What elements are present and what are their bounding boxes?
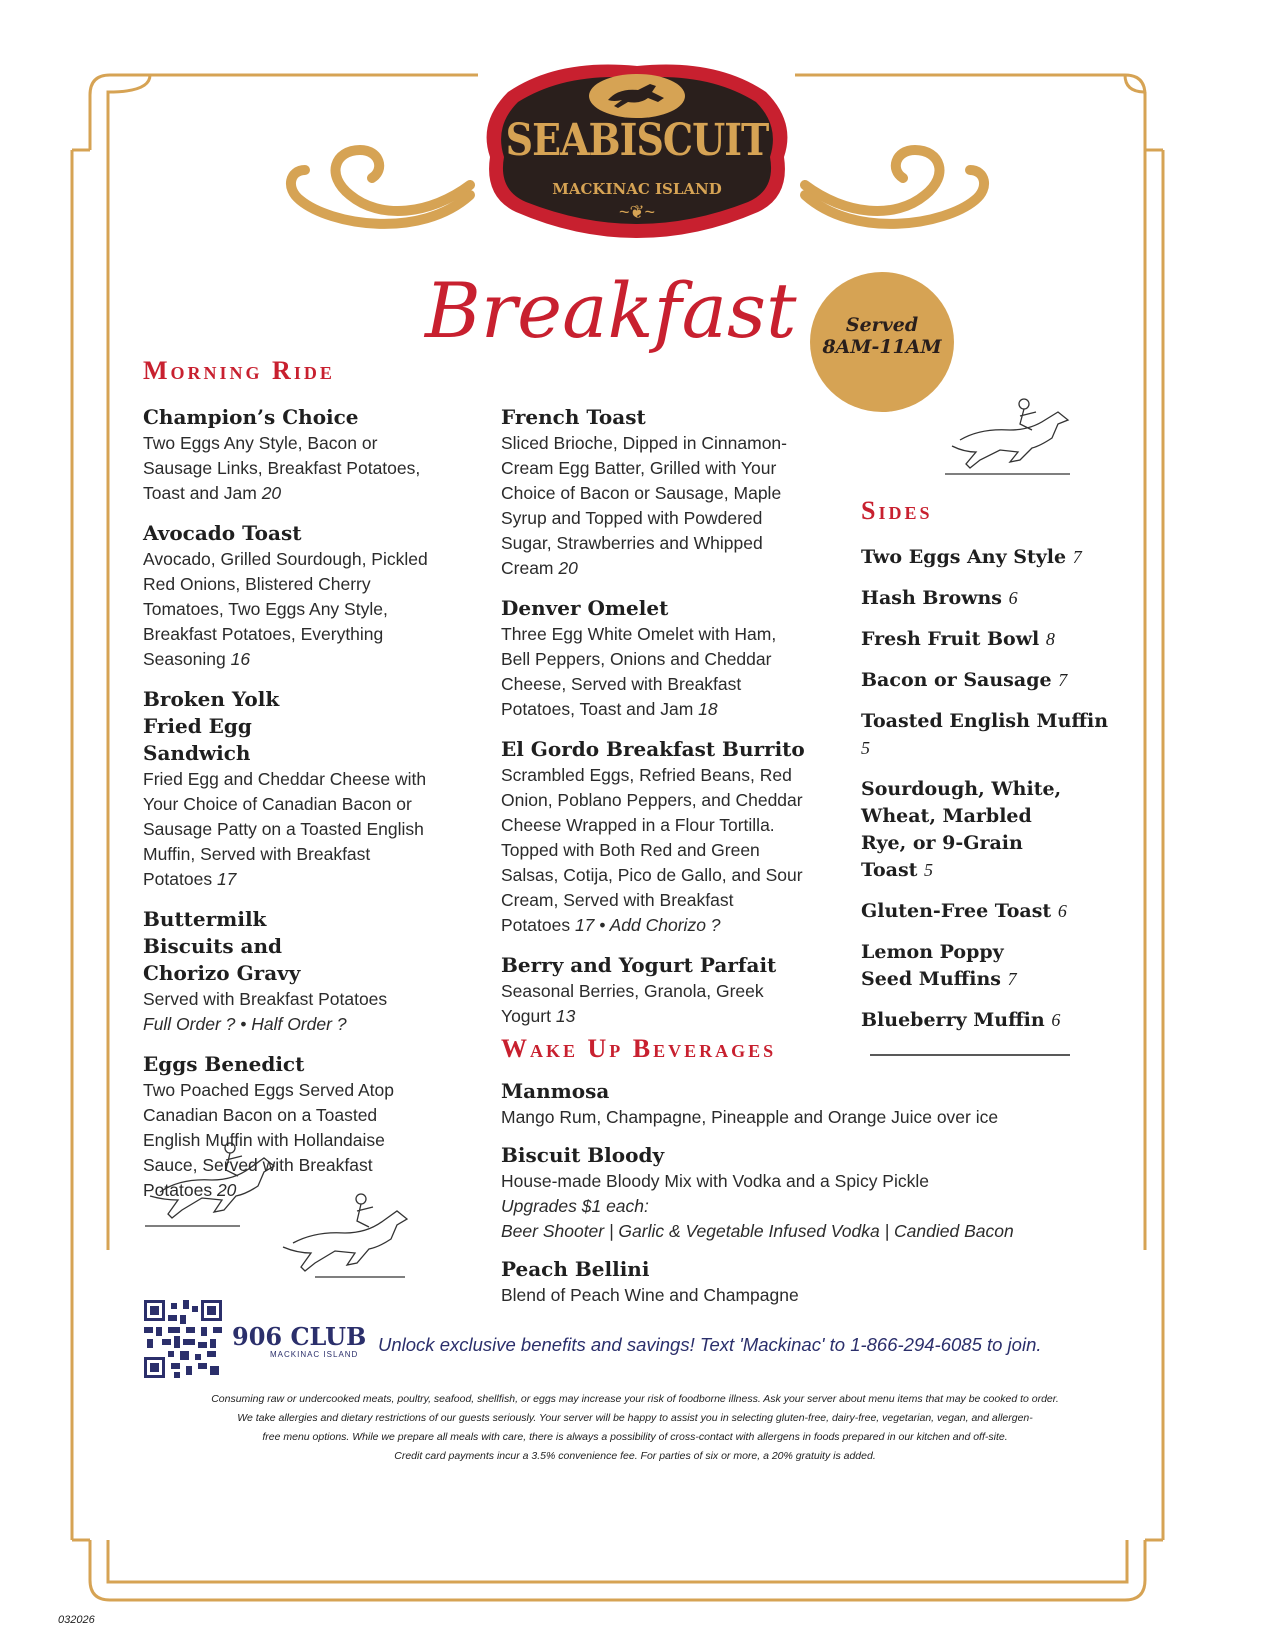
- side-item: [861, 776, 1071, 884]
- item-name: Avocado Toast: [143, 521, 302, 545]
- section-heading-sides: Sides: [861, 496, 933, 525]
- section-heading-morning-ride: Morning Ride: [143, 356, 335, 385]
- side-price: 7: [1007, 969, 1017, 989]
- item-desc: Fried Egg and Cheddar Cheese with Your Choice of Canadian Bacon or Sausage Patty on a Toasted English Muffin, Served with Breakfast Potatoes: [143, 769, 427, 889]
- logo-name: SEABISCUIT: [505, 113, 769, 166]
- menu-item: [501, 736, 806, 938]
- side-name: Two Eggs Any Style: [861, 546, 1067, 568]
- side-item: [861, 585, 1111, 612]
- side-price: 6: [1051, 1010, 1061, 1030]
- club-name: 906 CLUB: [232, 1322, 367, 1351]
- item-price-options: Full Order ? • Half Order ?: [143, 1014, 347, 1034]
- side-item: [861, 708, 1121, 762]
- served-badge: [810, 272, 954, 412]
- item-name: Denver Omelet: [501, 596, 669, 620]
- item-price: 18: [698, 699, 718, 719]
- menu-item: [143, 906, 433, 1037]
- menu-item: [501, 404, 806, 581]
- item-name: Champion’s Choice: [143, 405, 359, 429]
- menu-item: [501, 595, 806, 722]
- item-desc: Two Eggs Any Style, Bacon or Sausage Links, Breakfast Potatoes, Toast and Jam: [143, 433, 421, 503]
- side-name: Blueberry Muffin: [861, 1009, 1045, 1031]
- club-subtitle: MACKINAC ISLAND: [269, 1350, 359, 1359]
- side-name: Fresh Fruit Bowl: [861, 628, 1040, 650]
- side-item: [861, 544, 1111, 571]
- morning-ride-column-1: [143, 404, 433, 1217]
- side-name: Bacon or Sausage: [861, 669, 1052, 691]
- beverages-list: [501, 1078, 1061, 1320]
- item-desc: Avocado, Grilled Sourdough, Pickled Red Onions, Blistered Cherry Tomatoes, Two Eggs Any Style, Breakfast Potatoes, Everything Seasoning: [143, 549, 428, 669]
- item-desc: Scrambled Eggs, Refried Beans, Red Onion, Poblano Peppers, and Cheddar Cheese Wrapped in a Flour Tortilla. Topped with Both Red and Green Salsas, Cotija, Pico de Gallo, and Sour Cream, Served with Breakfast Potatoes: [501, 765, 803, 935]
- beverage-item: [501, 1256, 1061, 1308]
- disclaimer-line: free menu options. While we prepare all meals with care, there is always a possibility of cross-contact with allergens in foods prepared in our kitchen and off-site.: [262, 1431, 1008, 1443]
- item-name: French Toast: [501, 405, 646, 429]
- menu-item: [501, 952, 806, 1029]
- beverage-name: Biscuit Bloody: [501, 1143, 665, 1167]
- beverage-name: Manmosa: [501, 1079, 610, 1103]
- side-name: Lemon Poppy Seed Muffins: [861, 941, 1004, 990]
- served-hours: 8AM-11AM: [822, 336, 942, 358]
- side-item: [861, 898, 1111, 925]
- logo-location: MACKINAC ISLAND: [552, 180, 722, 198]
- item-name: El Gordo Breakfast Burrito: [501, 737, 805, 761]
- section-heading-beverages: Wake Up Beverages: [501, 1034, 777, 1063]
- morning-ride-column-2: [501, 404, 806, 1043]
- side-item: [861, 939, 1021, 993]
- side-name: Toasted English Muffin: [861, 710, 1109, 732]
- item-desc: Sliced Brioche, Dipped in Cinnamon-Cream Egg Batter, Grilled with Your Choice of Bacon or Sausage, Maple Syrup and Topped with Powdered Sugar, Strawberries and Whipped Cream: [501, 433, 787, 578]
- item-desc: Three Egg White Omelet with Ham, Bell Peppers, Onions and Cheddar Cheese, Served with Breakfast Potatoes, Toast and Jam: [501, 624, 777, 719]
- side-price: 8: [1045, 629, 1055, 649]
- side-price: 7: [1058, 670, 1068, 690]
- beverage-upgrade-options: Beer Shooter | Garlic & Vegetable Infused Vodka | Candied Bacon: [501, 1221, 1014, 1241]
- side-item: [861, 1007, 1111, 1034]
- side-price: 6: [1008, 588, 1018, 608]
- item-name: Buttermilk Biscuits and Chorizo Gravy: [143, 907, 301, 985]
- side-name: Sourdough, White, Wheat, Marbled Rye, or 9-Grain Toast: [861, 778, 1062, 881]
- disclaimer: [140, 1390, 1130, 1466]
- beverage-upgrade-note: Upgrades $1 each:: [501, 1196, 649, 1216]
- menu-item: [143, 404, 433, 506]
- qr-code-icon[interactable]: [144, 1300, 222, 1378]
- beverage-item: [501, 1078, 1061, 1130]
- item-price: 13: [555, 1006, 576, 1026]
- beverage-desc: Mango Rum, Champagne, Pineapple and Orange Juice over ice: [501, 1107, 999, 1127]
- item-price: 20: [558, 558, 578, 578]
- item-price: 20: [261, 483, 282, 503]
- club-logo: [232, 1324, 366, 1359]
- beverage-desc: House-made Bloody Mix with Vodka and a Spicy Pickle: [501, 1171, 929, 1191]
- club-promo-text: Unlock exclusive benefits and savings! Text 'Mackinac' to 1-866-294-6085 to join.: [378, 1334, 1042, 1355]
- item-name: Eggs Benedict: [143, 1052, 305, 1076]
- item-name: Berry and Yogurt Parfait: [501, 953, 777, 977]
- beverage-item: [501, 1142, 1061, 1244]
- item-price: 16: [230, 649, 251, 669]
- served-label: Served: [845, 314, 919, 336]
- side-price: 5: [924, 860, 934, 880]
- side-price: 7: [1072, 547, 1082, 567]
- disclaimer-line: Consuming raw or undercooked meats, poultry, seafood, shellfish, or eggs may increase your risk of foodborne illness. Ask your server about menu items that may be cooked to order.: [211, 1393, 1059, 1405]
- menu-item: [143, 520, 433, 672]
- item-price: 20: [216, 1180, 237, 1200]
- disclaimer-line: Credit card payments incur a 3.5% convenience fee. For parties of six or more, a 20% gratuity is added.: [394, 1450, 876, 1462]
- side-price: 5: [861, 738, 870, 758]
- menu-item: [143, 686, 433, 892]
- beverage-name: Peach Bellini: [501, 1257, 650, 1281]
- seabiscuit-logo: [478, 62, 796, 240]
- item-desc: Served with Breakfast Potatoes: [143, 989, 388, 1009]
- item-name: Broken Yolk Fried Egg Sandwich: [143, 687, 280, 765]
- disclaimer-line: We take allergies and dietary restrictions of our guests seriously. Your server will be happy to assist you in selecting gluten-free, dairy-free, vegetarian, vegan, and allergen-: [237, 1412, 1033, 1424]
- item-desc: Seasonal Berries, Granola, Greek Yogurt: [501, 981, 764, 1026]
- item-price: 17: [216, 869, 237, 889]
- side-price: 6: [1057, 901, 1067, 921]
- logo-flourish-icon: ~❦~: [618, 202, 656, 222]
- item-price: 17 • Add Chorizo ?: [574, 915, 721, 935]
- side-name: Hash Browns: [861, 587, 1002, 609]
- menu-code: 032026: [58, 1614, 95, 1626]
- side-name: Gluten-Free Toast: [861, 900, 1052, 922]
- item-desc: Two Poached Eggs Served Atop Canadian Bacon on a Toasted English Muffin with Hollandaise Sauce, Served with Breakfast Potatoes: [143, 1080, 394, 1200]
- page-title: Breakfast: [425, 266, 797, 355]
- side-item: [861, 667, 1111, 694]
- menu-item: [143, 1051, 433, 1203]
- horse-racer-icon: [940, 390, 1080, 480]
- side-item: [861, 626, 1111, 653]
- sides-list: [861, 544, 1111, 1048]
- beverage-desc: Blend of Peach Wine and Champagne: [501, 1285, 799, 1305]
